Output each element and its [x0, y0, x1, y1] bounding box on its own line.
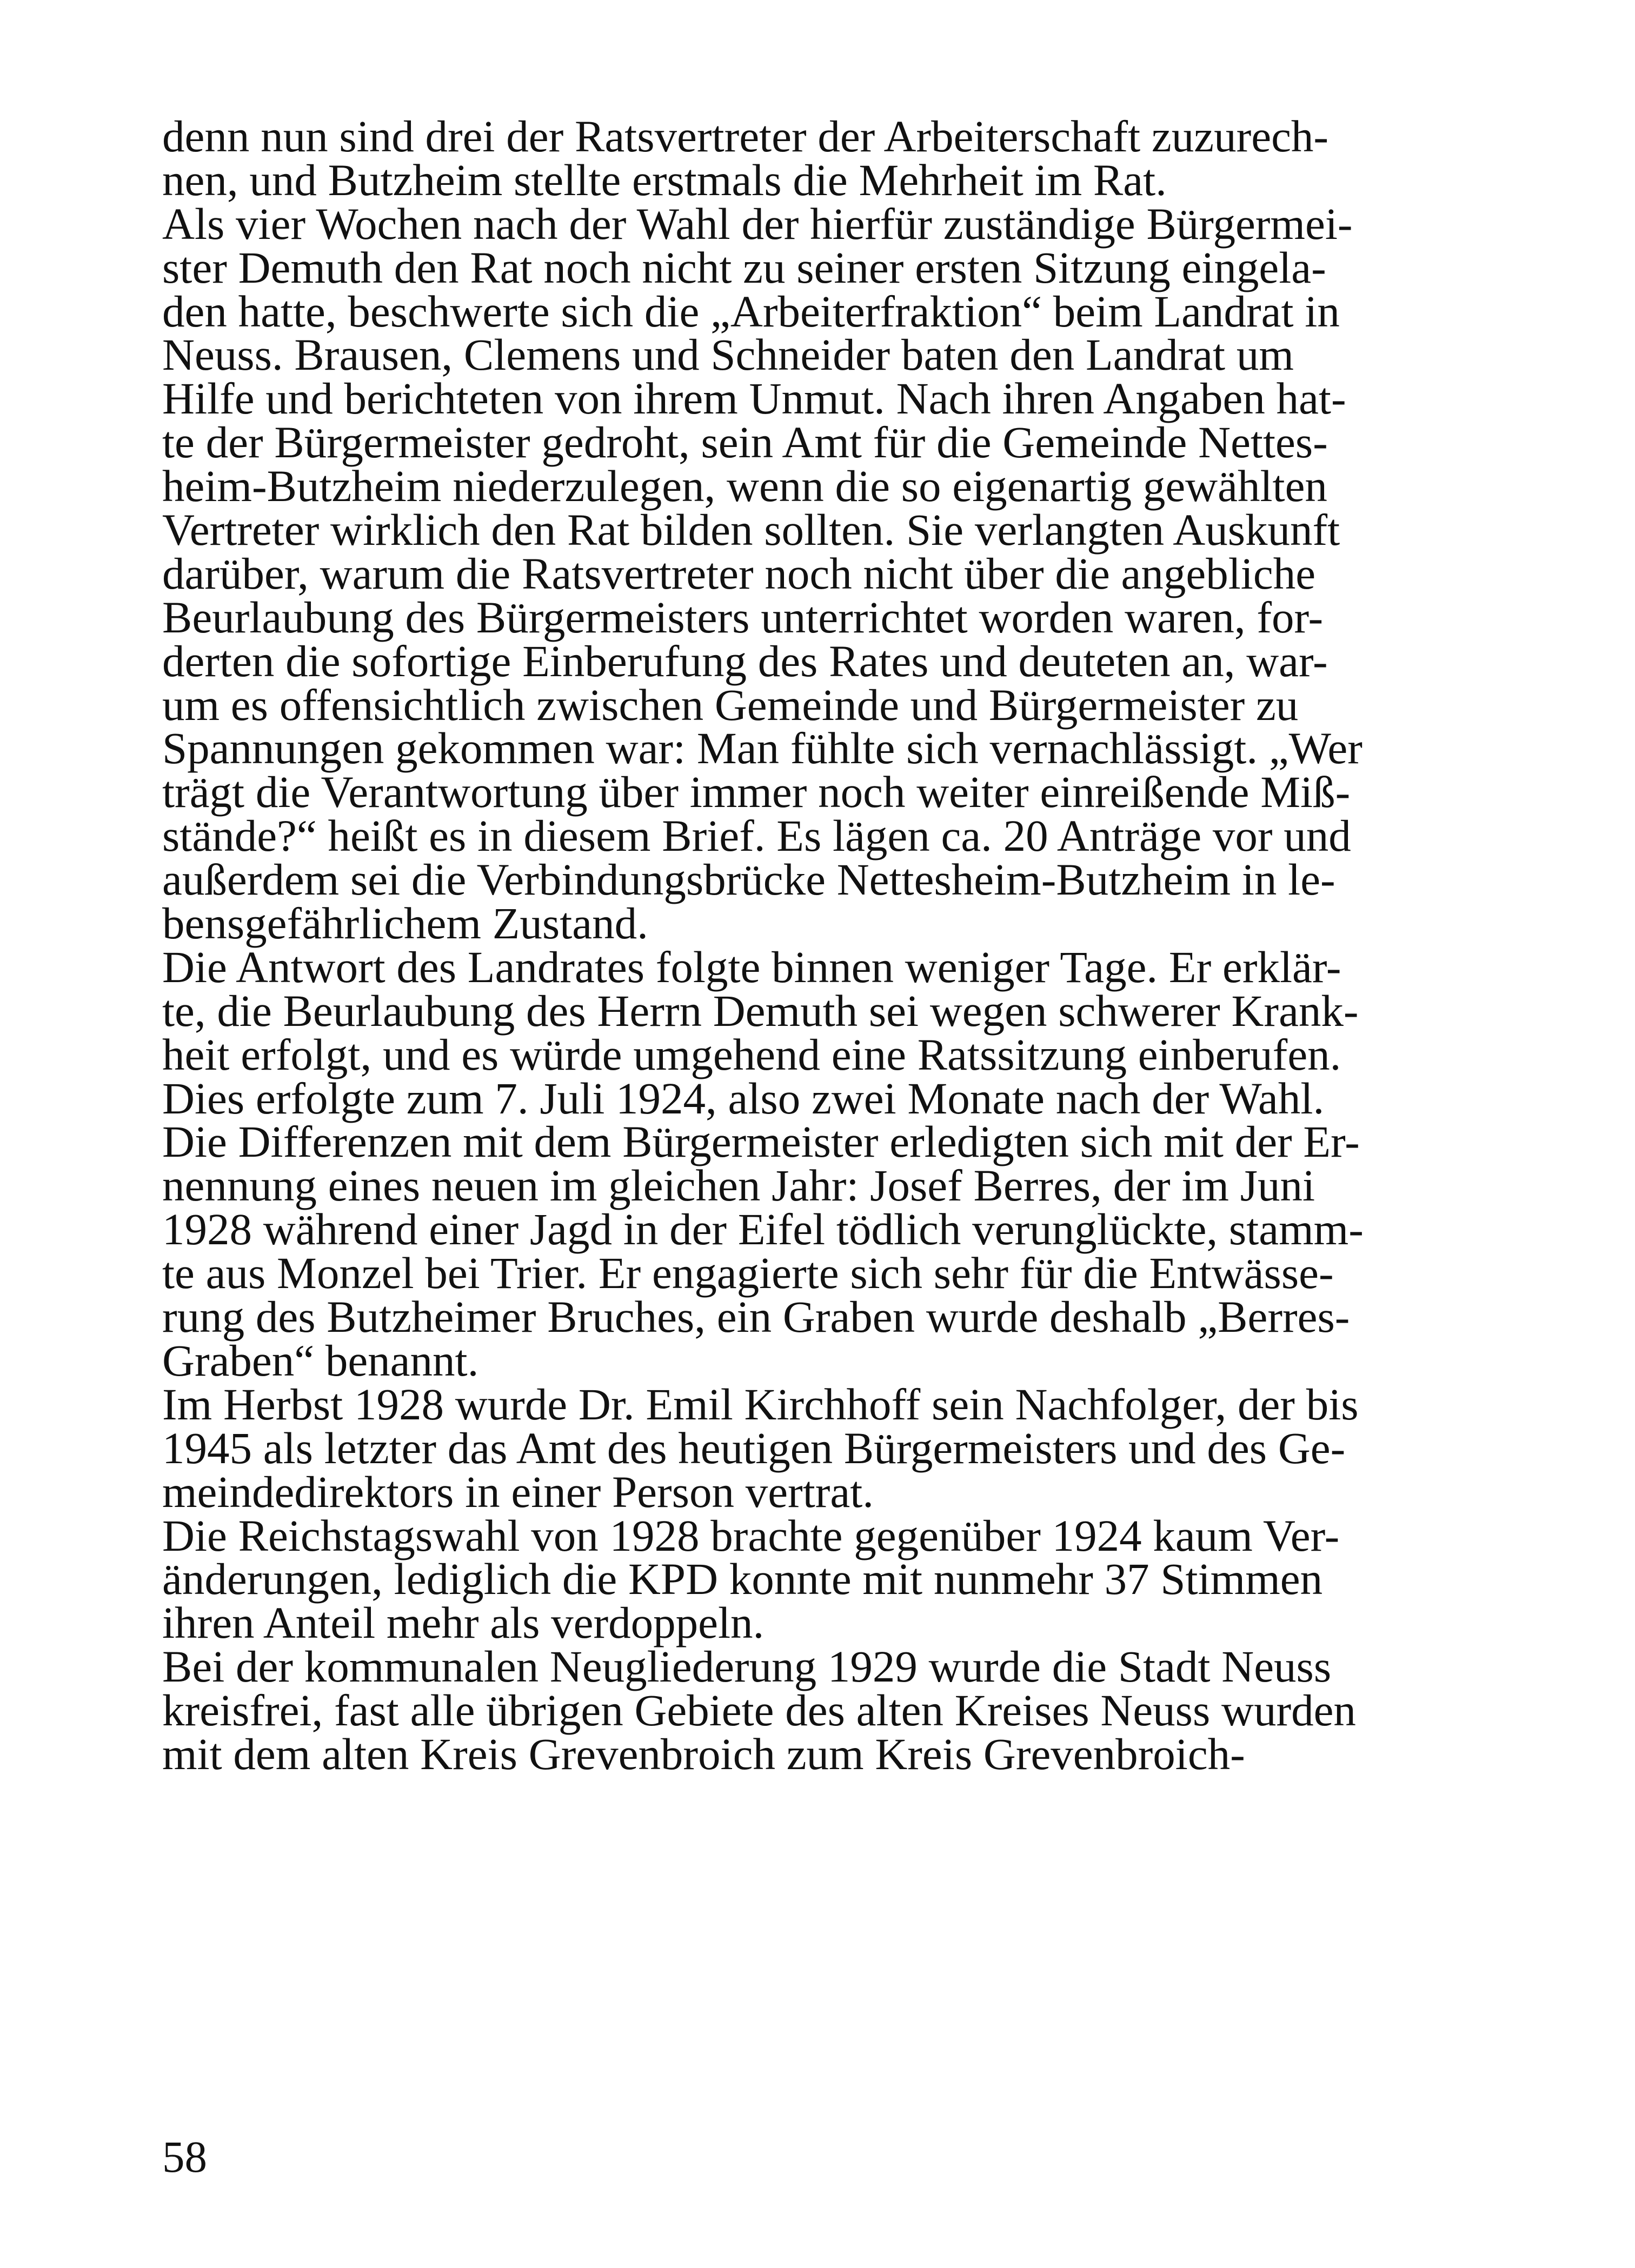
text-line: Vertreter wirklich den Rat bilden sollten. Sie verlangten Auskunft	[162, 505, 1340, 555]
text-line: Bei der kommunalen Neugliederung 1929 wurde die Stadt Neuss	[162, 1642, 1332, 1692]
text-line: Die Reichstagswahl von 1928 brachte gegenüber 1924 kaum Ver-	[162, 1510, 1340, 1560]
text-line: meindedirektors in einer Person vertrat.	[162, 1466, 874, 1517]
body-text	[162, 111, 1476, 1779]
text-line: nennung eines neuen im gleichen Jahr: Josef Berres, der im Juni	[162, 1160, 1315, 1211]
text-line: trägt die Verantwortung über immer noch weiter einreißende Miß-	[162, 767, 1351, 817]
text-line: rung des Butzheimer Bruches, ein Graben wurde deshalb „Berres-	[162, 1292, 1350, 1342]
text-line: stände?“ heißt es in diesem Brief. Es lägen ca. 20 Anträge vor und	[162, 811, 1351, 861]
text-line: den hatte, beschwerte sich die „Arbeiterfraktion“ beim Landrat in	[162, 286, 1340, 336]
text-line: änderungen, lediglich die KPD konnte mit nunmehr 37 Stimmen	[162, 1554, 1323, 1604]
text-line: Neuss. Brausen, Clemens und Schneider baten den Landrat um	[162, 330, 1294, 380]
text-line: Die Antwort des Landrates folgte binnen weniger Tage. Er erklär-	[162, 942, 1341, 992]
text-line: Graben“ benannt.	[162, 1335, 479, 1385]
text-line: denn nun sind drei der Ratsvertreter der Arbeiterschaft zuzurech-	[162, 111, 1329, 161]
text-line: ihren Anteil mehr als verdoppeln.	[162, 1598, 765, 1648]
text-line: nen, und Butzheim stellte erstmals die Mehrheit im Rat.	[162, 155, 1167, 205]
text-line: Die Differenzen mit dem Bürgermeister erledigten sich mit der Er-	[162, 1117, 1360, 1167]
text-line: 1928 während einer Jagd in der Eifel tödlich verunglückte, stamm-	[162, 1204, 1364, 1255]
text-line: kreisfrei, fast alle übrigen Gebiete des alten Kreises Neuss wurden	[162, 1685, 1356, 1736]
text-line: heit erfolgt, und es würde umgehend eine Ratssitzung einberufen.	[162, 1029, 1341, 1079]
text-line: Beurlaubung des Bürgermeisters unterrichtet worden waren, for-	[162, 592, 1324, 642]
page-number: 58	[162, 2132, 207, 2182]
text-line: derten die sofortige Einberufung des Rates und deuteten an, war-	[162, 636, 1328, 686]
text-line: bensgefährlichem Zustand.	[162, 898, 648, 949]
text-line: darüber, warum die Ratsvertreter noch nicht über die angebliche	[162, 548, 1316, 598]
text-line: außerdem sei die Verbindungsbrücke Nettesheim-Butzheim in le-	[162, 855, 1335, 905]
text-line: Hilfe und berichteten von ihrem Unmut. Nach ihren Angaben hat-	[162, 373, 1346, 424]
text-line: te der Bürgermeister gedroht, sein Amt für die Gemeinde Nettes-	[162, 417, 1328, 468]
text-line: 1945 als letzter das Amt des heutigen Bürgermeisters und des Ge-	[162, 1423, 1346, 1473]
text-line: Spannungen gekommen war: Man fühlte sich vernachlässigt. „Wer	[162, 723, 1362, 773]
text-line: Dies erfolgte zum 7. Juli 1924, also zwei Monate nach der Wahl.	[162, 1073, 1325, 1123]
text-line: te, die Beurlaubung des Herrn Demuth sei wegen schwerer Krank-	[162, 985, 1359, 1036]
text-line: te aus Monzel bei Trier. Er engagierte sich sehr für die Entwässe-	[162, 1248, 1334, 1298]
text-line: Als vier Wochen nach der Wahl der hierfür zuständige Bürgermei-	[162, 198, 1353, 249]
text-line: heim-Butzheim niederzulegen, wenn die so eigenartig gewählten	[162, 461, 1327, 511]
text-line: mit dem alten Kreis Grevenbroich zum Kreis Grevenbroich-	[162, 1729, 1245, 1779]
text-line: ster Demuth den Rat noch nicht zu seiner ersten Sitzung eingela-	[162, 242, 1326, 292]
text-line: Im Herbst 1928 wurde Dr. Emil Kirchhoff sein Nachfolger, der bis	[162, 1379, 1359, 1429]
text-line: um es offensichtlich zwischen Gemeinde und Bürgermeister zu	[162, 679, 1299, 730]
